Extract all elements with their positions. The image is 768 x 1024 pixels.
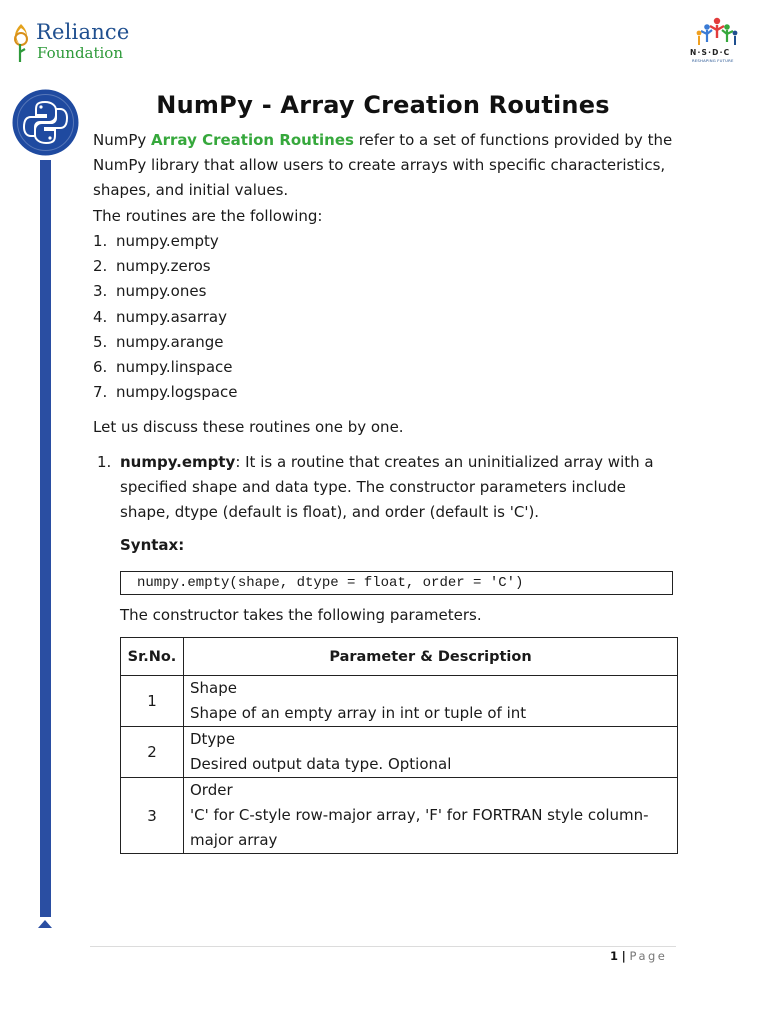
- side-accent-bar: [40, 160, 51, 917]
- list-item-text: numpy.empty: [116, 232, 219, 250]
- list-item-text: numpy.logspace: [116, 383, 238, 402]
- cell-description: [184, 676, 678, 727]
- footer-separator: |: [621, 949, 626, 963]
- list-item: [93, 305, 238, 330]
- section-number: 1.: [97, 453, 112, 471]
- header-sr-no: Sr.No.: [121, 638, 184, 676]
- list-item-number: 6.: [93, 357, 108, 376]
- routines-list: [93, 229, 238, 405]
- footer-divider: [90, 946, 676, 947]
- cell-sr: 2: [121, 727, 184, 778]
- table-header-row: [121, 638, 678, 676]
- list-item: [93, 355, 238, 380]
- table-row: [121, 778, 678, 854]
- list-item-text: numpy.arange: [116, 332, 224, 351]
- section-body: [120, 450, 677, 525]
- param-name: Dtype: [190, 730, 236, 748]
- list-item: [93, 279, 238, 304]
- section-description: : It is a routine that creates an uninitialized array with a specified shape and data type. The constructor parameters include shape, dtype (default is float), and order (default is 'C').: [120, 453, 654, 521]
- nsdc-acronym: N·S·D·C: [690, 48, 731, 57]
- list-item: [93, 380, 238, 405]
- param-desc: Desired output data type. Optional: [190, 755, 452, 773]
- nsdc-tagline: RESHAPING FUTURE: [692, 58, 734, 63]
- cell-description: [184, 778, 678, 854]
- intro-text-end: refer to a set of functions provided by the NumPy library that allow users to create arrays with specific characteristics, shapes, and initial values.: [93, 131, 673, 199]
- discuss-text: Let us discuss these routines one by one.: [93, 418, 404, 436]
- reliance-foundation-logo: [10, 20, 140, 64]
- intro-text-start: NumPy: [93, 131, 152, 149]
- constructor-text: The constructor takes the following parameters.: [120, 606, 482, 624]
- page-word: Page: [629, 949, 668, 963]
- nsdc-logo: [688, 16, 748, 68]
- section-numpy-empty: [97, 450, 677, 525]
- list-item-text: numpy.ones: [116, 282, 207, 301]
- syntax-label: Syntax:: [120, 536, 185, 554]
- section-term: numpy.empty: [120, 453, 236, 471]
- list-item-number: 4.: [93, 307, 108, 326]
- logo-reliance-text: Reliance: [36, 20, 130, 44]
- list-item-number: 5.: [93, 332, 108, 351]
- list-item-text: numpy.asarray: [116, 307, 227, 326]
- header-parameter-description: Parameter & Description: [184, 638, 678, 676]
- cell-description: [184, 727, 678, 778]
- list-item-number: 1.: [93, 232, 108, 250]
- param-name: Shape: [190, 679, 237, 697]
- parameters-table: [120, 637, 678, 854]
- logo-foundation-text: Foundation: [37, 44, 124, 62]
- table-row: [121, 727, 678, 778]
- list-item: [93, 254, 238, 279]
- list-item-number: 2.: [93, 257, 108, 276]
- intro-paragraph: [93, 128, 693, 203]
- list-item-number: 3.: [93, 282, 108, 301]
- list-item-text: numpy.linspace: [116, 357, 233, 376]
- page-number: 1: [610, 949, 619, 963]
- param-desc: 'C' for C-style row-major array, 'F' for FORTRAN style column-major array: [190, 806, 649, 849]
- list-item-number: 7.: [93, 383, 108, 402]
- syntax-code-box: numpy.empty(shape, dtype = float, order = 'C'): [120, 571, 673, 595]
- python-logo-icon: [12, 89, 79, 156]
- param-name: Order: [190, 781, 233, 799]
- cell-sr: 1: [121, 676, 184, 727]
- page-footer: [610, 949, 667, 963]
- list-item: [93, 330, 238, 355]
- param-desc: Shape of an empty array in int or tuple of int: [190, 704, 527, 722]
- table-row: [121, 676, 678, 727]
- flame-icon: [10, 22, 32, 64]
- intro-highlight: Array Creation Routines: [151, 131, 354, 149]
- list-item-text: numpy.zeros: [116, 257, 211, 276]
- page-title: NumPy - Array Creation Routines: [156, 91, 610, 119]
- routines-label: The routines are the following:: [93, 207, 323, 225]
- people-icon: [688, 16, 746, 48]
- side-arrow-icon: [38, 920, 52, 928]
- cell-sr: 3: [121, 778, 184, 854]
- list-item: [93, 229, 238, 254]
